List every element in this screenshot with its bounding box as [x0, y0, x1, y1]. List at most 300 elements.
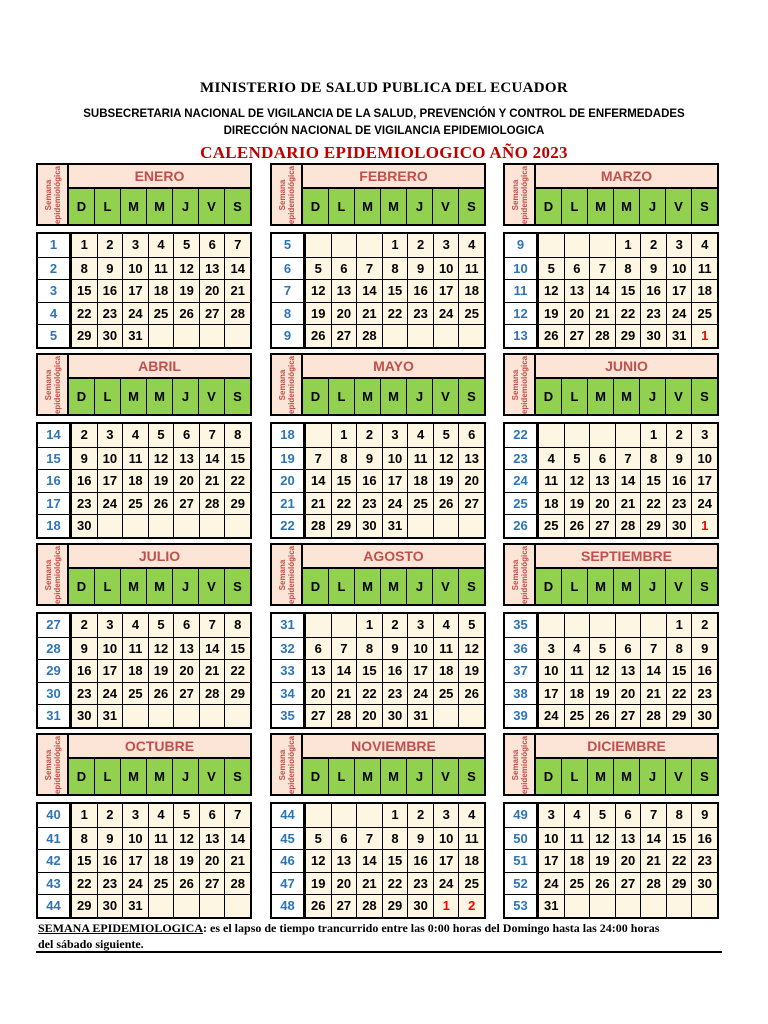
week-number: 35: [505, 614, 538, 637]
day-cell: [199, 325, 225, 347]
day-cell: 23: [71, 683, 97, 705]
day-cell: 11: [122, 638, 148, 660]
month-calendar: [503, 353, 719, 539]
month-name: SEPTIEMBRE: [536, 543, 719, 569]
day-cell: [305, 424, 331, 447]
day-cell: 16: [356, 470, 382, 492]
day-cell: 15: [382, 850, 408, 872]
day-cell: 19: [148, 660, 174, 682]
day-cell: 5: [458, 614, 484, 637]
day-cell: 24: [382, 493, 408, 515]
day-cell: [199, 705, 225, 727]
day-cell: 26: [173, 873, 199, 895]
day-header: S: [224, 379, 250, 414]
day-cell: 31: [122, 895, 148, 917]
day-cell: 4: [691, 234, 717, 257]
day-header: D: [536, 569, 561, 604]
day-cell: 1: [382, 804, 408, 827]
day-cell: 27: [589, 515, 615, 537]
day-cell: 13: [458, 448, 484, 470]
day-cell: 26: [538, 325, 564, 347]
day-cell: 19: [564, 493, 590, 515]
day-cell: [615, 895, 641, 917]
day-cell: 28: [224, 873, 250, 895]
day-cell: [173, 515, 199, 537]
day-cell: 3: [433, 804, 459, 827]
day-header: V: [198, 189, 224, 224]
day-header: L: [328, 379, 354, 414]
day-cell: 11: [564, 828, 590, 850]
day-header: J: [639, 569, 665, 604]
day-cell: 21: [356, 303, 382, 325]
day-cell: [224, 705, 250, 727]
day-header-row: [536, 759, 719, 796]
week-row: [505, 659, 717, 682]
day-cell: [148, 325, 174, 347]
day-header: M: [587, 569, 613, 604]
day-cell: 14: [640, 828, 666, 850]
day-cell: 1: [691, 515, 717, 537]
day-cell: 20: [458, 470, 484, 492]
day-cell: [640, 895, 666, 917]
month-name: ABRIL: [69, 353, 252, 379]
day-cell: 2: [97, 804, 123, 827]
day-header: M: [587, 189, 613, 224]
day-cell: 28: [615, 515, 641, 537]
day-header: V: [665, 379, 691, 414]
day-cell: 24: [122, 873, 148, 895]
day-cell: 10: [433, 828, 459, 850]
day-cell: 28: [224, 303, 250, 325]
day-header: L: [328, 189, 354, 224]
week-number: 16: [38, 470, 71, 492]
day-cell: 5: [564, 448, 590, 470]
week-row: [38, 659, 250, 682]
day-cell: 10: [666, 258, 692, 280]
day-cell: 5: [305, 828, 331, 850]
day-cell: 6: [615, 638, 641, 660]
day-cell: 14: [615, 470, 641, 492]
week-row: [505, 872, 717, 895]
week-grid: [36, 802, 252, 919]
week-number: 43: [38, 873, 71, 895]
month-calendar: [270, 353, 486, 539]
day-cell: 9: [356, 448, 382, 470]
day-header: L: [561, 759, 587, 794]
week-row: [38, 849, 250, 872]
week-number: 47: [272, 873, 305, 895]
day-cell: 5: [538, 258, 564, 280]
day-cell: [199, 515, 225, 537]
day-cell: 6: [199, 234, 225, 257]
day-cell: 19: [589, 850, 615, 872]
day-cell: [148, 705, 174, 727]
day-cell: 18: [122, 470, 148, 492]
day-cell: 14: [224, 258, 250, 280]
day-cell: 17: [97, 660, 123, 682]
day-header: M: [354, 569, 380, 604]
day-cell: [407, 325, 433, 347]
week-row: [38, 447, 250, 470]
day-cell: 18: [538, 493, 564, 515]
day-cell: 27: [615, 873, 641, 895]
day-cell: 15: [224, 448, 250, 470]
day-cell: [589, 895, 615, 917]
week-label-cell: [503, 163, 536, 226]
week-number: 29: [38, 660, 71, 682]
day-header: J: [172, 569, 198, 604]
day-cell: 27: [564, 325, 590, 347]
day-cell: 13: [305, 660, 331, 682]
day-cell: 2: [97, 234, 123, 257]
direccion-title: DIRECCIÓN NACIONAL DE VIGILANCIA EPIDEMIOLOGICA: [223, 125, 545, 137]
month-name: DICIEMBRE: [536, 733, 719, 759]
day-cell: 10: [382, 448, 408, 470]
day-cell: 26: [148, 493, 174, 515]
day-cell: 2: [407, 234, 433, 257]
day-header: S: [691, 379, 717, 414]
week-row: [38, 234, 250, 257]
day-cell: 2: [407, 804, 433, 827]
day-cell: [538, 234, 564, 257]
week-label: Semana epidemiológica: [510, 545, 529, 604]
day-header: M: [613, 379, 639, 414]
day-header: S: [224, 189, 250, 224]
week-row: [272, 279, 484, 302]
week-number: 19: [272, 448, 305, 470]
day-header-row: [303, 569, 486, 606]
week-row: [272, 849, 484, 872]
week-row: [38, 614, 250, 637]
day-cell: 5: [305, 258, 331, 280]
day-cell: 22: [224, 470, 250, 492]
day-cell: 4: [148, 804, 174, 827]
day-cell: 15: [666, 660, 692, 682]
day-cell: 4: [458, 804, 484, 827]
day-cell: 27: [199, 303, 225, 325]
day-cell: 21: [224, 280, 250, 302]
day-cell: 24: [122, 303, 148, 325]
week-number: 13: [505, 325, 538, 347]
day-cell: 9: [691, 804, 717, 827]
week-label-cell: [270, 163, 303, 226]
week-row: [272, 637, 484, 660]
day-header: V: [198, 379, 224, 414]
day-cell: [199, 895, 225, 917]
week-number: 11: [505, 280, 538, 302]
day-cell: [305, 234, 331, 257]
day-cell: 25: [122, 683, 148, 705]
day-cell: 17: [538, 850, 564, 872]
day-cell: 7: [356, 828, 382, 850]
week-row: [505, 447, 717, 470]
week-row: [38, 804, 250, 827]
day-cell: 12: [305, 850, 331, 872]
week-grid: [36, 232, 252, 349]
day-header: L: [328, 759, 354, 794]
week-number: 6: [272, 258, 305, 280]
day-cell: [538, 424, 564, 447]
week-number: 51: [505, 850, 538, 872]
day-cell: 12: [458, 638, 484, 660]
day-cell: 11: [433, 638, 459, 660]
day-cell: 26: [173, 303, 199, 325]
day-cell: 1: [71, 804, 97, 827]
day-cell: 30: [691, 705, 717, 727]
day-cell: 22: [666, 850, 692, 872]
day-cell: 9: [407, 828, 433, 850]
day-cell: 5: [173, 234, 199, 257]
day-header: M: [354, 759, 380, 794]
day-header: D: [303, 569, 328, 604]
day-cell: 29: [666, 705, 692, 727]
day-cell: 17: [122, 280, 148, 302]
day-cell: [331, 804, 357, 827]
week-label: Semana epidemiológica: [277, 545, 296, 604]
day-cell: 6: [615, 804, 641, 827]
day-cell: [666, 895, 692, 917]
day-cell: 18: [564, 850, 590, 872]
day-cell: 10: [122, 828, 148, 850]
day-header: S: [224, 569, 250, 604]
day-header: M: [380, 759, 406, 794]
day-cell: 23: [382, 683, 408, 705]
day-cell: [589, 234, 615, 257]
day-cell: 25: [433, 683, 459, 705]
day-cell: 7: [224, 804, 250, 827]
week-label: Semana epidemiológica: [43, 355, 62, 414]
week-number: 39: [505, 705, 538, 727]
day-cell: 7: [331, 638, 357, 660]
day-cell: 6: [305, 638, 331, 660]
day-cell: [564, 424, 590, 447]
day-cell: 8: [640, 448, 666, 470]
week-label-cell: [36, 733, 69, 796]
day-cell: 7: [199, 614, 225, 637]
week-label-cell: [36, 353, 69, 416]
week-label-cell: [503, 733, 536, 796]
day-cell: 15: [71, 850, 97, 872]
day-cell: 4: [407, 424, 433, 447]
day-header: L: [561, 569, 587, 604]
day-cell: 13: [199, 828, 225, 850]
week-number: 49: [505, 804, 538, 827]
week-number: 42: [38, 850, 71, 872]
day-cell: 20: [331, 873, 357, 895]
day-cell: [305, 804, 331, 827]
day-header: M: [613, 569, 639, 604]
week-row: [272, 827, 484, 850]
day-header: L: [94, 759, 120, 794]
day-cell: 23: [640, 303, 666, 325]
day-cell: [564, 895, 590, 917]
month-name: MARZO: [536, 163, 719, 189]
day-cell: 31: [382, 515, 408, 537]
day-cell: 22: [331, 493, 357, 515]
day-cell: 8: [382, 258, 408, 280]
month-calendar: [503, 543, 719, 729]
day-cell: 29: [224, 493, 250, 515]
day-cell: 25: [148, 873, 174, 895]
day-cell: 3: [538, 638, 564, 660]
day-cell: 5: [589, 804, 615, 827]
week-label: Semana epidemiológica: [277, 735, 296, 794]
day-cell: 25: [564, 705, 590, 727]
week-row: [38, 827, 250, 850]
day-cell: 24: [691, 493, 717, 515]
day-cell: 1: [666, 614, 692, 637]
day-cell: 25: [458, 303, 484, 325]
week-grid: [36, 422, 252, 539]
week-row: [272, 469, 484, 492]
day-cell: [331, 614, 357, 637]
week-number: 30: [38, 683, 71, 705]
day-cell: 28: [356, 895, 382, 917]
week-grid: [503, 232, 719, 349]
day-header-row: [69, 189, 252, 226]
day-cell: 13: [199, 258, 225, 280]
day-cell: 25: [564, 873, 590, 895]
day-cell: 27: [305, 705, 331, 727]
day-cell: 12: [173, 828, 199, 850]
month-calendar: [503, 163, 719, 349]
week-row: [505, 614, 717, 637]
week-row: [272, 682, 484, 705]
day-cell: 22: [666, 683, 692, 705]
day-cell: 17: [97, 470, 123, 492]
week-number: 4: [38, 303, 71, 325]
day-cell: 12: [538, 280, 564, 302]
day-cell: 28: [305, 515, 331, 537]
month-calendar: [270, 543, 486, 729]
day-cell: 6: [564, 258, 590, 280]
week-row: [38, 424, 250, 447]
day-header: M: [613, 759, 639, 794]
day-cell: 21: [199, 470, 225, 492]
day-cell: 11: [458, 828, 484, 850]
day-cell: 21: [356, 873, 382, 895]
week-row: [505, 279, 717, 302]
day-cell: 20: [331, 303, 357, 325]
day-cell: 21: [331, 683, 357, 705]
week-number: 36: [505, 638, 538, 660]
month-calendar: [270, 163, 486, 349]
day-cell: 15: [224, 638, 250, 660]
day-header: V: [432, 569, 458, 604]
day-cell: 9: [97, 828, 123, 850]
day-cell: 22: [224, 660, 250, 682]
day-header-row: [303, 379, 486, 416]
day-header-row: [536, 379, 719, 416]
day-cell: 2: [458, 895, 484, 917]
day-cell: 17: [691, 470, 717, 492]
week-number: 41: [38, 828, 71, 850]
day-cell: 16: [407, 850, 433, 872]
day-cell: 7: [199, 424, 225, 447]
day-cell: 8: [224, 614, 250, 637]
day-header: J: [172, 759, 198, 794]
day-cell: 6: [173, 614, 199, 637]
week-row: [272, 872, 484, 895]
week-number: 45: [272, 828, 305, 850]
day-cell: 23: [407, 873, 433, 895]
day-header: M: [380, 189, 406, 224]
week-number: 22: [272, 515, 305, 537]
day-cell: [433, 705, 459, 727]
week-row: [38, 514, 250, 537]
day-cell: 25: [407, 493, 433, 515]
day-cell: 26: [564, 515, 590, 537]
day-cell: 29: [615, 325, 641, 347]
week-row: [505, 302, 717, 325]
week-row: [505, 682, 717, 705]
day-cell: 24: [407, 683, 433, 705]
week-number: 23: [505, 448, 538, 470]
week-number: 24: [505, 470, 538, 492]
day-header: V: [665, 569, 691, 604]
day-cell: 4: [458, 234, 484, 257]
day-cell: 8: [331, 448, 357, 470]
day-cell: 17: [433, 850, 459, 872]
day-cell: [407, 515, 433, 537]
week-row: [505, 424, 717, 447]
day-cell: 12: [173, 258, 199, 280]
day-cell: 13: [173, 448, 199, 470]
day-cell: 3: [382, 424, 408, 447]
day-cell: [564, 234, 590, 257]
day-cell: 2: [666, 424, 692, 447]
day-cell: 15: [71, 280, 97, 302]
day-cell: 2: [71, 614, 97, 637]
day-cell: 8: [666, 638, 692, 660]
week-row: [38, 302, 250, 325]
day-cell: 20: [305, 683, 331, 705]
week-row: [272, 234, 484, 257]
day-cell: 2: [71, 424, 97, 447]
day-cell: 19: [148, 470, 174, 492]
day-cell: 24: [97, 493, 123, 515]
day-cell: 5: [433, 424, 459, 447]
day-header: J: [172, 379, 198, 414]
day-cell: 30: [407, 895, 433, 917]
day-cell: 17: [666, 280, 692, 302]
day-cell: 21: [615, 493, 641, 515]
day-cell: [433, 325, 459, 347]
week-row: [272, 492, 484, 515]
week-number: 14: [38, 424, 71, 447]
day-cell: 16: [97, 850, 123, 872]
week-number: 35: [272, 705, 305, 727]
day-cell: 28: [199, 493, 225, 515]
day-header: M: [146, 759, 172, 794]
day-cell: [148, 895, 174, 917]
day-cell: [356, 804, 382, 827]
day-cell: 27: [173, 683, 199, 705]
day-cell: 18: [433, 660, 459, 682]
week-row: [38, 279, 250, 302]
day-cell: 11: [407, 448, 433, 470]
day-cell: 21: [589, 303, 615, 325]
day-cell: 19: [305, 873, 331, 895]
day-cell: 1: [331, 424, 357, 447]
day-header: M: [146, 379, 172, 414]
day-cell: 18: [148, 850, 174, 872]
day-cell: 4: [148, 234, 174, 257]
week-number: 15: [38, 448, 71, 470]
day-header: D: [536, 759, 561, 794]
day-cell: 3: [666, 234, 692, 257]
day-cell: 3: [538, 804, 564, 827]
